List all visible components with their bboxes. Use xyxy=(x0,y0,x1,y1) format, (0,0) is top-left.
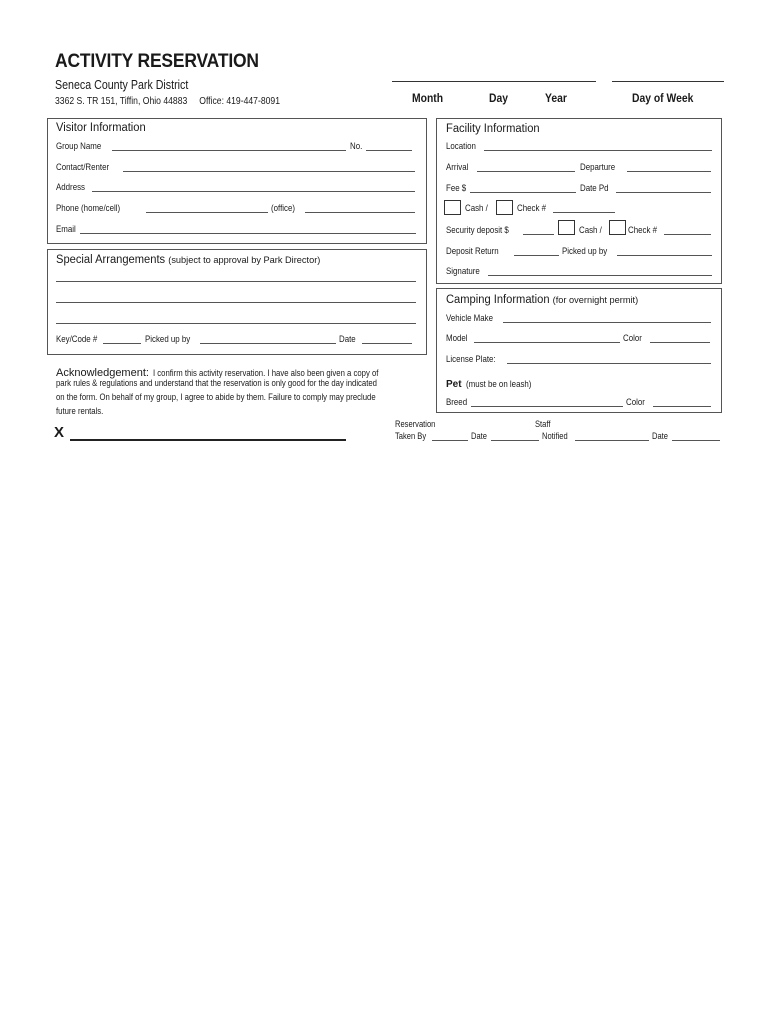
organization-address xyxy=(55,95,280,107)
special-arrangements-line-2[interactable] xyxy=(56,302,416,303)
email-label: Email xyxy=(56,224,76,234)
date-entry-line[interactable] xyxy=(392,81,596,82)
camping-information-title xyxy=(446,294,638,306)
special-arrangements-title xyxy=(56,254,320,266)
deposit-return-label: Deposit Return xyxy=(446,246,499,256)
facility-signature-label: Signature xyxy=(446,266,480,276)
address-field[interactable] xyxy=(92,191,415,192)
breed-field[interactable] xyxy=(471,406,623,407)
special-arrangements-heading: Special Arrangements xyxy=(56,254,166,266)
fee-cash-label: Cash / xyxy=(465,203,488,213)
day-of-week-entry-line[interactable] xyxy=(612,81,724,82)
office-phone: Office: 419-447-8091 xyxy=(199,95,280,107)
facility-information-box xyxy=(436,118,722,284)
fee-check-checkbox[interactable] xyxy=(496,200,513,215)
facility-information-title: Facility Information xyxy=(446,123,540,135)
security-deposit-field[interactable] xyxy=(523,234,554,235)
street-address: 3362 S. TR 151, Tiffin, Ohio 44883 xyxy=(55,95,188,107)
departure-field[interactable] xyxy=(627,171,711,172)
deposit-return-field[interactable] xyxy=(514,255,559,256)
deposit-check-checkbox[interactable] xyxy=(609,220,626,235)
deposit-check-label: Check # xyxy=(628,225,657,235)
location-field[interactable] xyxy=(484,150,712,151)
facility-signature-field[interactable] xyxy=(488,275,712,276)
key-date-field[interactable] xyxy=(362,343,412,344)
acknowledgement-text-2: park rules & regulations and understand that the reservation is only good for the day indicated xyxy=(56,378,377,388)
vehicle-color-label: Color xyxy=(623,333,642,343)
signature-x-mark: X xyxy=(54,424,65,441)
group-name-field[interactable] xyxy=(112,150,346,151)
organization-name: Seneca County Park District xyxy=(55,77,189,92)
notified-date-label: Date xyxy=(652,431,668,441)
key-picked-up-by-field[interactable] xyxy=(200,343,336,344)
fee-label: Fee $ xyxy=(446,183,467,193)
vehicle-color-field[interactable] xyxy=(650,342,710,343)
camping-information-box xyxy=(436,288,722,413)
key-picked-up-by-label: Picked up by xyxy=(145,334,191,344)
pet-color-field[interactable] xyxy=(653,406,711,407)
vehicle-model-field[interactable] xyxy=(474,342,620,343)
pet-label: Pet xyxy=(446,379,462,390)
special-arrangements-line-1[interactable] xyxy=(56,281,416,282)
staff-label: Staff xyxy=(535,419,551,429)
arrival-field[interactable] xyxy=(477,171,575,172)
day-of-week-label: Day of Week xyxy=(632,93,694,105)
group-number-label: No. xyxy=(350,141,363,151)
vehicle-model-label: Model xyxy=(446,333,468,343)
taken-date-field[interactable] xyxy=(491,440,539,441)
year-label: Year xyxy=(545,93,567,105)
group-name-label: Group Name xyxy=(56,141,102,151)
acknowledgement-text-4: future rentals. xyxy=(56,406,104,416)
form-title: ACTIVITY RESERVATION xyxy=(55,51,259,72)
fee-field[interactable] xyxy=(470,192,576,193)
taken-date-label: Date xyxy=(471,431,487,441)
acknowledgement-title: Acknowledgement: xyxy=(56,367,149,379)
taken-by-field[interactable] xyxy=(432,440,468,441)
location-label: Location xyxy=(446,141,476,151)
fee-cash-checkbox[interactable] xyxy=(444,200,461,215)
deposit-check-number-field[interactable] xyxy=(664,234,711,235)
phone-field[interactable] xyxy=(146,212,268,213)
taken-by-label: Taken By xyxy=(395,431,427,441)
breed-label: Breed xyxy=(446,397,468,407)
month-label: Month xyxy=(412,93,444,105)
office-phone-field[interactable] xyxy=(305,212,415,213)
security-deposit-label: Security deposit $ xyxy=(446,225,509,235)
license-plate-label: License Plate: xyxy=(446,354,496,364)
vehicle-make-field[interactable] xyxy=(503,322,711,323)
camping-information-note: (for overnight permit) xyxy=(552,295,639,306)
deposit-cash-checkbox[interactable] xyxy=(558,220,575,235)
special-arrangements-line-3[interactable] xyxy=(56,323,416,324)
pet-note: (must be on leash) xyxy=(466,379,532,389)
fee-check-label: Check # xyxy=(517,203,546,213)
deposit-cash-label: Cash / xyxy=(579,225,602,235)
notified-date-field[interactable] xyxy=(672,440,720,441)
address-label: Address xyxy=(56,182,85,192)
contact-field[interactable] xyxy=(123,171,415,172)
email-field[interactable] xyxy=(80,233,416,234)
notified-field[interactable] xyxy=(575,440,649,441)
visitor-information-box xyxy=(47,118,427,244)
key-code-label: Key/Code # xyxy=(56,334,98,344)
group-number-field[interactable] xyxy=(366,150,412,151)
vehicle-make-label: Vehicle Make xyxy=(446,313,494,323)
date-paid-label: Date Pd xyxy=(580,183,609,193)
special-arrangements-note: (subject to approval by Park Director) xyxy=(168,255,321,266)
signature-line[interactable] xyxy=(70,439,346,441)
date-paid-field[interactable] xyxy=(616,192,711,193)
phone-label: Phone (home/cell) xyxy=(56,203,121,213)
key-date-label: Date xyxy=(339,334,356,344)
deposit-picked-up-by-label: Picked up by xyxy=(562,246,608,256)
acknowledgement-text-1: I confirm this activity reservation. I have also been given a copy of xyxy=(153,368,379,378)
deposit-picked-up-by-field[interactable] xyxy=(617,255,712,256)
office-phone-label: (office) xyxy=(271,203,296,213)
day-label: Day xyxy=(489,93,508,105)
fee-check-number-field[interactable] xyxy=(553,212,615,213)
reservation-label: Reservation xyxy=(395,419,436,429)
arrival-label: Arrival xyxy=(446,162,469,172)
camping-information-heading: Camping Information xyxy=(446,294,550,306)
visitor-information-title: Visitor Information xyxy=(56,122,146,134)
notified-label: Notified xyxy=(542,431,568,441)
pet-row xyxy=(446,374,542,392)
license-plate-field[interactable] xyxy=(507,363,711,364)
contact-label: Contact/Renter xyxy=(56,162,110,172)
departure-label: Departure xyxy=(580,162,616,172)
acknowledgement-text-3: on the form. On behalf of my group, I agree to abide by them. Failure to comply may preclude xyxy=(56,392,376,402)
key-code-field[interactable] xyxy=(103,343,141,344)
pet-color-label: Color xyxy=(626,397,645,407)
